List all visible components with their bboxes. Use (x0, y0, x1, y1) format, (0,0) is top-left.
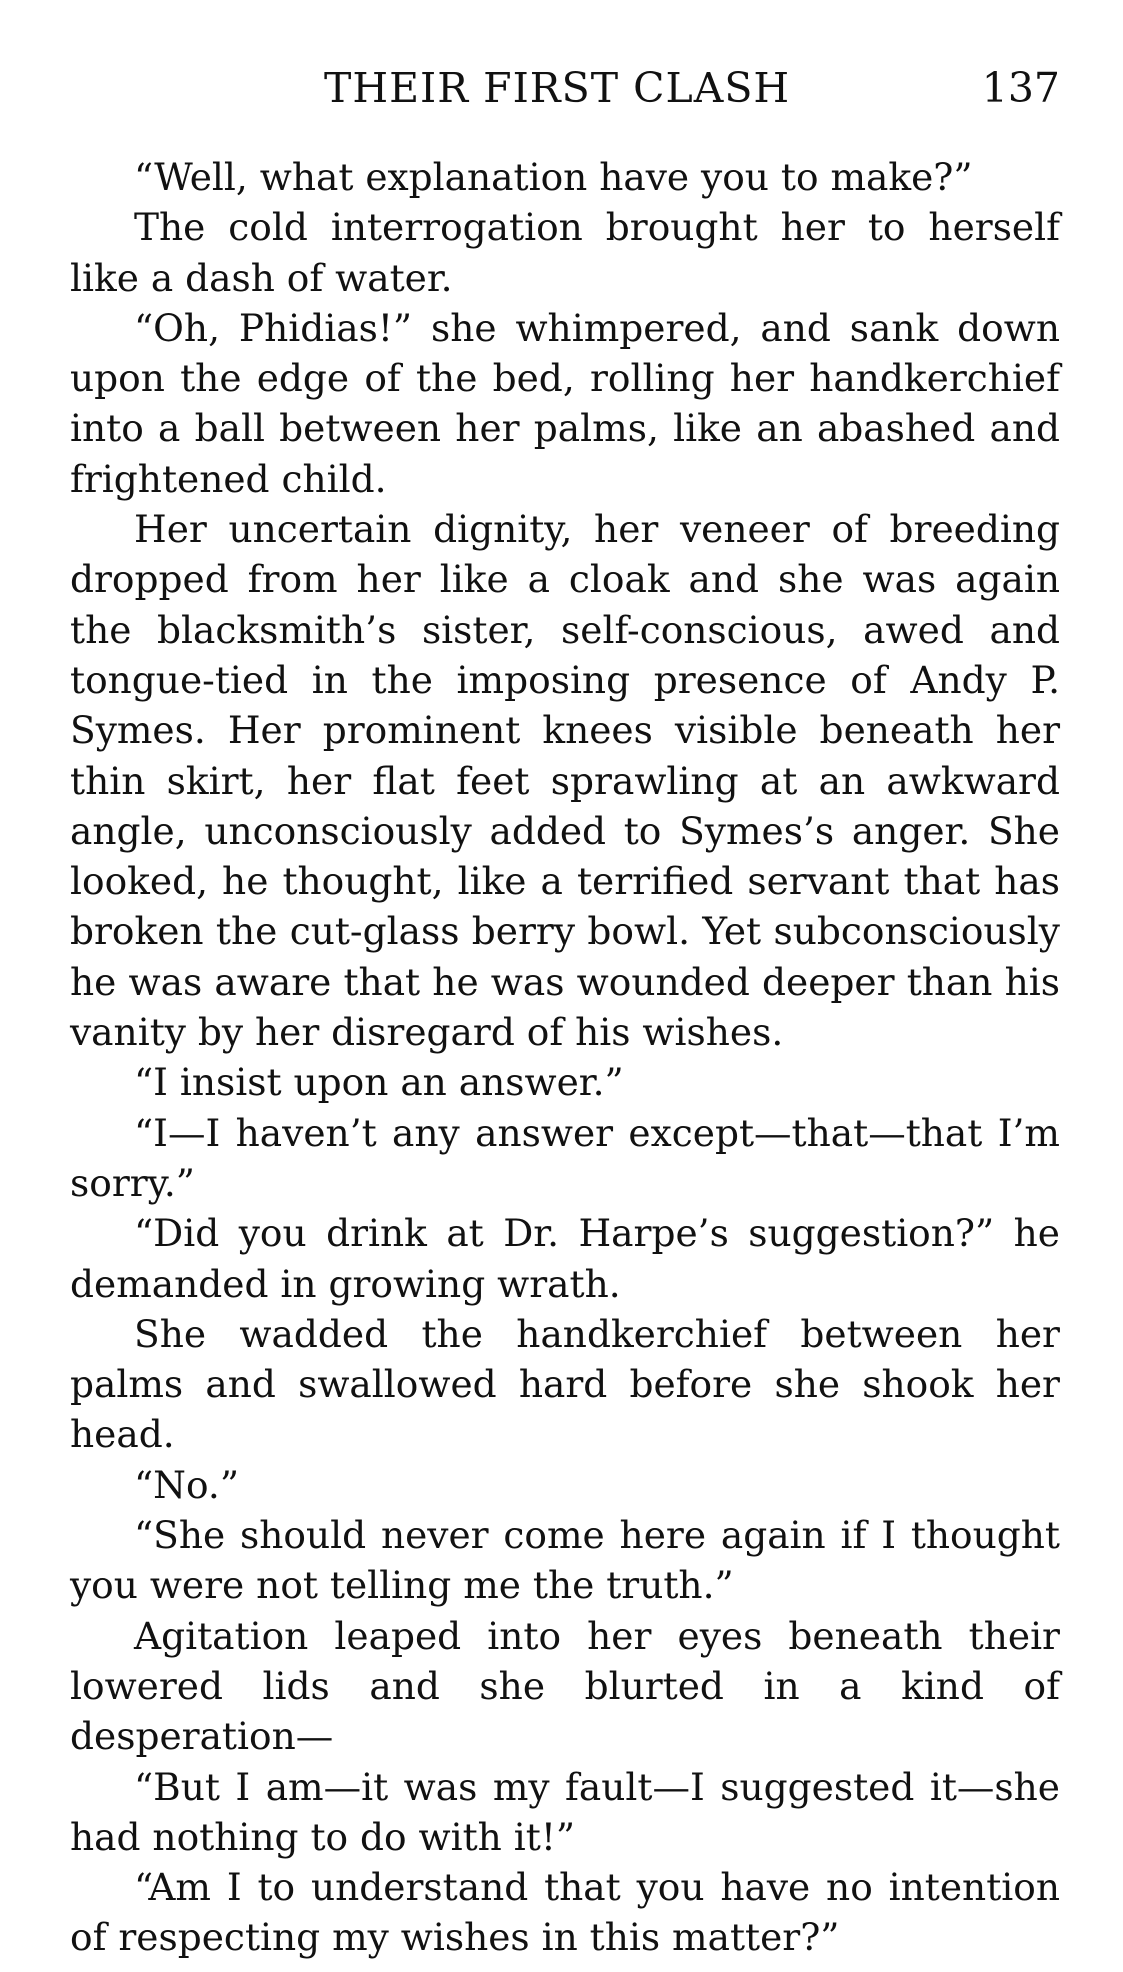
paragraph: “Am I to understand that you have no intention of respecting my wishes in this matter?” (70, 1865, 1060, 1960)
paragraph: “But I am—it was my fault—I suggested it—she had nothing to do with it!” (70, 1764, 1060, 1859)
paragraph: “Well, what explanation have you to make?” (134, 155, 973, 199)
paragraph: “No.” (134, 1462, 239, 1507)
paragraph: She wadded the handkerchief between her palms and swallowed hard before she shook her head. (70, 1311, 1060, 1457)
paragraph: “I—I haven’t any answer except—that—that I’m sorry.” (70, 1110, 1060, 1205)
paragraph: “She should never come here again if I thought you were not telling me the truth.” (70, 1513, 1060, 1608)
paragraph: “I insist upon an answer.” (134, 1060, 624, 1105)
page-header (70, 58, 1060, 118)
page-number: 137 (981, 64, 1060, 112)
running-head: THEIR FIRST CLASH (324, 64, 791, 112)
paragraph: Agitation leaped into her eyes beneath their lowered lids and she blurted in a kind of desperation— (70, 1613, 1060, 1759)
body-text (70, 152, 1060, 1963)
paragraph: The cold interrogation brought her to herself like a dash of water. (70, 205, 1060, 300)
paragraph: “Did you drink at Dr. Harpe’s suggestion?” he demanded in growing wrath. (70, 1211, 1060, 1306)
paragraph: Her uncertain dignity, her veneer of breeding dropped from her like a cloak and she was again the blacksmith’s sister, self-conscious, awed and tongue-tied in the imposing presence of Andy P. Symes. Her prominent knees visible beneath her thin skirt, her flat feet sprawling at an awkward angle, unconsciously added to Symes’s anger. She looked, he thought, like a terrified servant that has broken the cut-glass berry bowl. Yet subconsciously he was aware that he was wounded deeper than his vanity by her disregard of his wishes. (70, 507, 1060, 1055)
paragraph: “Oh, Phidias!” she whimpered, and sank down upon the edge of the bed, rolling her handkerchief into a ball between her palms, like an abashed and frightened child. (70, 305, 1060, 501)
